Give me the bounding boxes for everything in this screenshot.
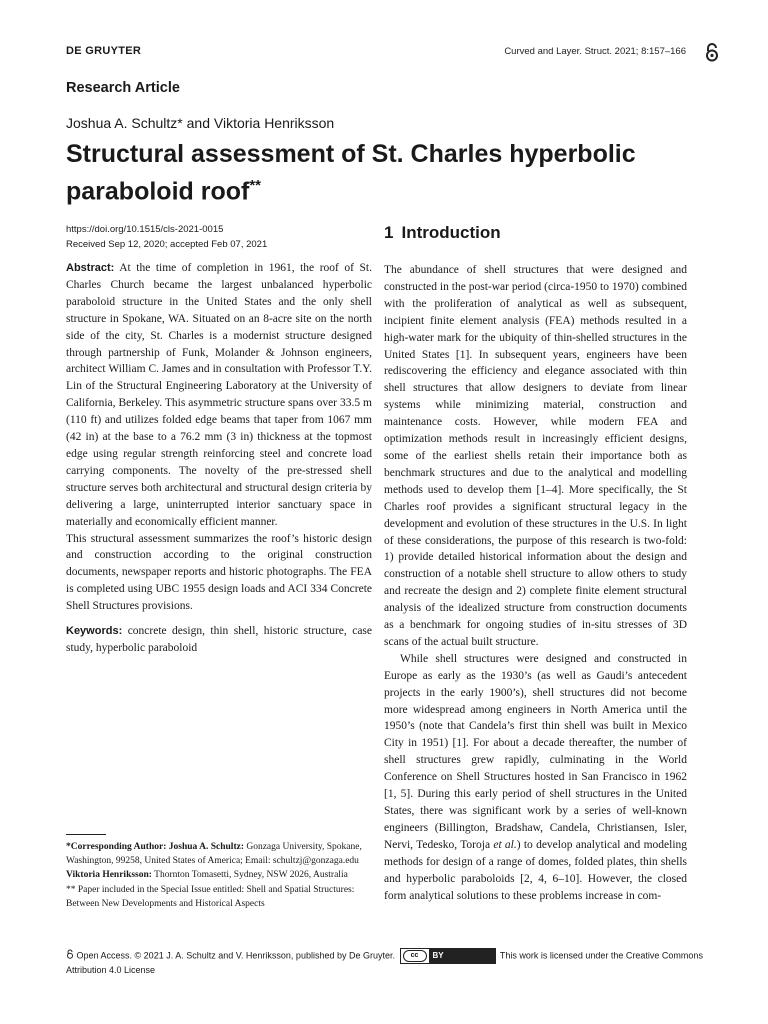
- keywords-label: Keywords:: [66, 625, 123, 638]
- article-type: Research Article: [66, 80, 180, 96]
- title-text: Structural assessment of St. Charles hyperbolic paraboloid roof: [66, 140, 636, 206]
- cc-badge-label: cc: [403, 950, 427, 962]
- cc-by-badge[interactable]: [400, 948, 496, 964]
- corr-text: Gonzaga University, Spokane, Washington, 99258, United States of America; Email: schultzj@gonzaga.edu: [66, 842, 362, 867]
- by-badge-label: BY: [429, 949, 495, 963]
- intro-etal: et al.: [493, 838, 517, 851]
- intro-paragraph-2: [384, 651, 687, 905]
- publisher-name: DE GRUYTER: [66, 45, 142, 57]
- article-meta: [66, 222, 267, 252]
- open-access-icon: [704, 42, 720, 62]
- intro-paragraph-2-a: While shell structures were designed and constructed in Europe as early as the 1930’s (as well as Gaudi’s antecedent projects in the early 1900’s), shell structures did not become more widespread among engineers in North America until the 1950’s (note that Candela’s first thin shell was built in Mexico City in 1951) [1]. For about a decade thereafter, the number of shell structures grew rapidly, culminating in the World Conference on Shell Structures hosted in San Francisco in 1962 [1, 5]. During this early period of shell structures in the United States, there was significant work by a series of well-known engineers (Billington, Bradshaw, Candela, Christiansen, Isler, Nervi, Tedesko, Toroja: [384, 652, 687, 851]
- intro-paragraph-1: The abundance of shell structures that were designed and constructed in the post-war period (circa-1950 to 1970) combined with the proliferation of analytical as well as subsequent, incipient finite element analysis (FEA) methods resulted in a high-water mark for the ubiquity of thin-shelled structures in the United States [1]. In subsequent years, engineers have been rediscovering the efficiency and elegance associated with thin shell structures that allow designers to deviate from linear systems while minimizing material, construction and maintenance costs. However, while modern FEA and optimization methods result in increasingly efficient designs, some of the earliest shells retain their importance both as benchmark structures and due to the analytical and modelling methods used to develop them [1–4]. More specifically, the St Charles roof provides a significant structural legacy in the development and evolution of these structures in the U.S. In light of these considerations, the purpose of this research is two-fold: 1) provide detailed historical information about the design and construction of a notable shell structure to allow others to study and recreate the design and 2) complete finite element structural analysis of the idealized structure from construction documents as a benchmark for ongoing studies of in-situ stresses of 3D scans of the actual built structure.: [384, 264, 687, 648]
- doi-link[interactable]: https://doi.org/10.1515/cls-2021-0015: [66, 224, 224, 235]
- license-line: [66, 948, 706, 976]
- special-issue-text: Paper included in the Special Issue entitled: Shell and Spatial Structures: Between New Developments and Historical Aspects: [66, 884, 355, 909]
- special-issue-note: [66, 883, 372, 911]
- title-footnote-mark: **: [249, 177, 262, 194]
- article-title: [66, 138, 686, 207]
- open-access-icon: [66, 949, 74, 959]
- second-author-note: [66, 868, 372, 882]
- abstract-column: [66, 260, 372, 657]
- section-number: 1: [384, 223, 394, 242]
- abstract-paragraph-2: This structural assessment summarizes the roof’s historic design and construction according to the original construction documents, newspaper reports and historic photographs. The FEA is completed using UBC 1955 design loads and ACI 334 Concrete Shell Structures provisions.: [66, 532, 372, 613]
- corr-label: *Corresponding Author: Joshua A. Schultz:: [66, 842, 244, 852]
- abstract-paragraph: [66, 260, 372, 531]
- footnote-divider: [66, 834, 106, 835]
- corresponding-author-note: [66, 840, 372, 868]
- special-issue-mark: **: [66, 884, 76, 895]
- second-author-label: Viktoria Henriksson:: [66, 870, 152, 881]
- journal-reference: Curved and Layer. Struct. 2021; 8:157–166: [504, 46, 686, 57]
- license-text: Open Access. © 2021 J. A. Schultz and V. Henriksson, published by De Gruyter.: [76, 950, 395, 961]
- received-dates: Received Sep 12, 2020; accepted Feb 07, 2021: [66, 239, 268, 250]
- author-list: Joshua A. Schultz* and Viktoria Henriksson: [66, 115, 335, 131]
- second-author-text: Thornton Tomasetti, Sydney, NSW 2026, Australia: [154, 870, 348, 881]
- intro-paragraph-2-b: ) to develop analytical and modeling methods for design of a range of domes, folded plates, thin shells and hyperbolic paraboloids [2, 4, 6–10]. However, the closed form analytical solutions to these problems increase in com-: [384, 838, 688, 902]
- section-heading: [384, 223, 501, 243]
- keywords: [66, 623, 372, 657]
- footnotes: [66, 840, 372, 911]
- introduction-column: [384, 262, 687, 904]
- keywords-text: concrete design, thin shell, historic structure, case study, hyperbolic paraboloid: [66, 625, 373, 654]
- license-statement: This work is licensed under the Creative Commons Attribution 4.0 License: [66, 950, 703, 975]
- section-title: Introduction: [401, 223, 501, 242]
- abstract-label: Abstract:: [66, 262, 115, 274]
- abstract-text: At the time of completion in 1961, the roof of St. Charles Church became the largest unbalanced hyperbolic paraboloid structure in the United States and the only shell structure in Spokane, WA. Situated on an 8-acre site on the north side of the city, St. Charles is a modernist structure designed through partnership of Funk, Molander & Johnson engineers, architect William C. James and in consultation with Professor T.Y. Lin of the Structural Engineering Laboratory at the University of California, Berkeley. This asymmetric structure spans over 33.5 m (110 ft) and utilizes folded edge beams that taper from 1067 mm (42 in) at the base to a 76.2 mm (3 in) thickness at the topmost edge using regular strength reinforcing steel and concrete load carrying components. The novelty of the pre-stressed shell structure serves both architectural and structural design criteria by delivering a large, uninterrupted interior sanctuary space in materially and economically efficient manner.: [66, 262, 372, 528]
